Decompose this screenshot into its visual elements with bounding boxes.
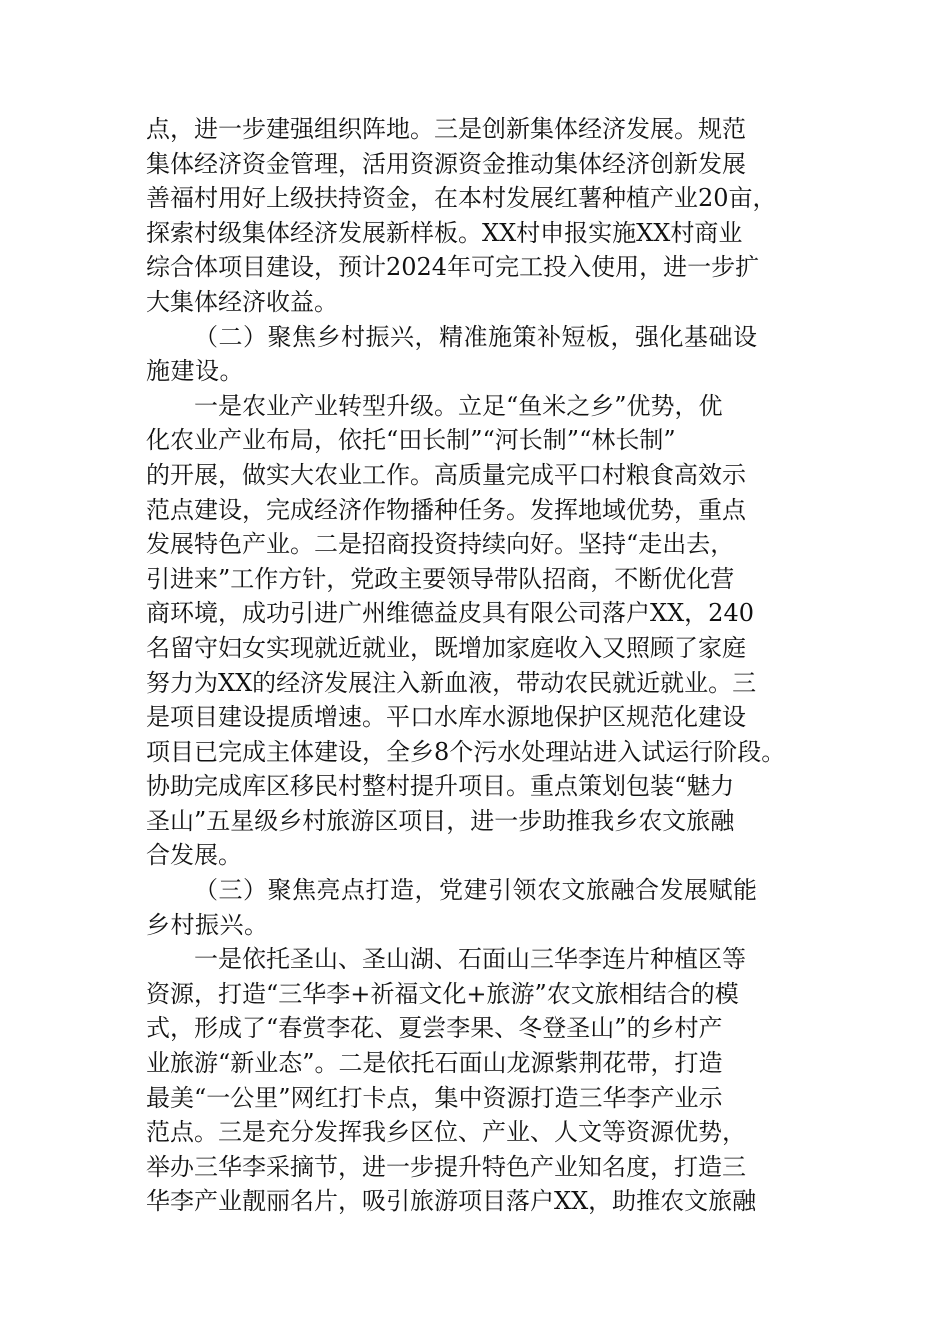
text-line: 资源，打造“三华李+祈福文化+旅游”农文旅相结合的模 (146, 979, 739, 1008)
section-heading-2: （二）聚焦乡村振兴，精准施策补短板，强化基础设 (194, 322, 758, 351)
text-line: 范点。三是充分发挥我乡区位、产业、人文等资源优势， (146, 1118, 746, 1147)
text-line: 最美“一公里”网红打卡点，集中资源打造三华李产业示 (146, 1083, 723, 1112)
text-line: 名留守妇女实现就近就业，既增加家庭收入又照顾了家庭 (146, 633, 746, 662)
text-line: 努力为XX的经济发展注入新血液，带动农民就近就业。三 (146, 668, 757, 697)
text-line: 业旅游“新业态”。二是依托石面山龙源紫荆花带，打造 (146, 1049, 723, 1078)
text-line: 华李产业靓丽名片，吸引旅游项目落户XX，助推农文旅融 (146, 1187, 757, 1216)
text-line: 商环境，成功引进广州维德益皮具有限公司落户XX，240 (146, 599, 754, 628)
section-heading-3-cont: 乡村振兴。 (146, 910, 269, 939)
section-heading-2-cont: 施建设。 (146, 357, 244, 386)
text-line: 合发展。 (146, 841, 242, 870)
text-line: 善福村用好上级扶持资金，在本村发展红薯种植产业20亩， (146, 184, 777, 213)
text-line: 圣山”五星级乡村旅游区项目，进一步助推我乡农文旅融 (146, 806, 735, 835)
text-line: 化农业产业布局，依托“田长制”“河长制”“林长制” (146, 426, 676, 455)
text-line: 发展特色产业。二是招商投资持续向好。坚持“走出去， (146, 530, 735, 559)
text-line: 点，进一步建强组织阵地。三是创新集体经济发展。规范 (146, 115, 746, 143)
text-line: 式，形成了“春赏李花、夏尝李果、冬登圣山”的乡村产 (146, 1014, 723, 1043)
section-heading-3: （三）聚焦亮点打造，党建引领农文旅融合发展赋能 (194, 876, 758, 905)
text-line: 大集体经济收益。 (146, 287, 338, 316)
text-line: 探索村级集体经济发展新样板。XX村申报实施XX村商业 (146, 218, 743, 247)
text-line: 范点建设，完成经济作物播种任务。发挥地域优势，重点 (146, 495, 746, 524)
text-line: 集体经济资金管理，活用资源资金推动集体经济创新发展 (146, 149, 746, 178)
paragraph-start: 一是依托圣山、圣山湖、石面山三华李连片种植区等 (194, 945, 746, 974)
text-line: 举办三华李采摘节，进一步提升特色产业知名度，打造三 (146, 1152, 746, 1181)
text-line: 协助完成库区移民村整村提升项目。重点策划包装“魅力 (146, 772, 735, 801)
text-line: 引进来”工作方针，党政主要领导带队招商，不断优化营 (146, 564, 735, 593)
text-line: 是项目建设提质增速。平口水库水源地保护区规范化建设 (146, 703, 746, 732)
document-body (146, 112, 846, 1219)
paragraph-start: 一是农业产业转型升级。立足“鱼米之乡”优势，优 (194, 391, 723, 420)
text-line: 项目已完成主体建设，全乡8个污水处理站进入试运行阶段。 (146, 737, 786, 766)
text-line: 的开展，做实大农业工作。高质量完成平口村粮食高效示 (146, 460, 746, 489)
text-line: 综合体项目建设，预计2024年可完工投入使用，进一步扩 (146, 253, 760, 282)
